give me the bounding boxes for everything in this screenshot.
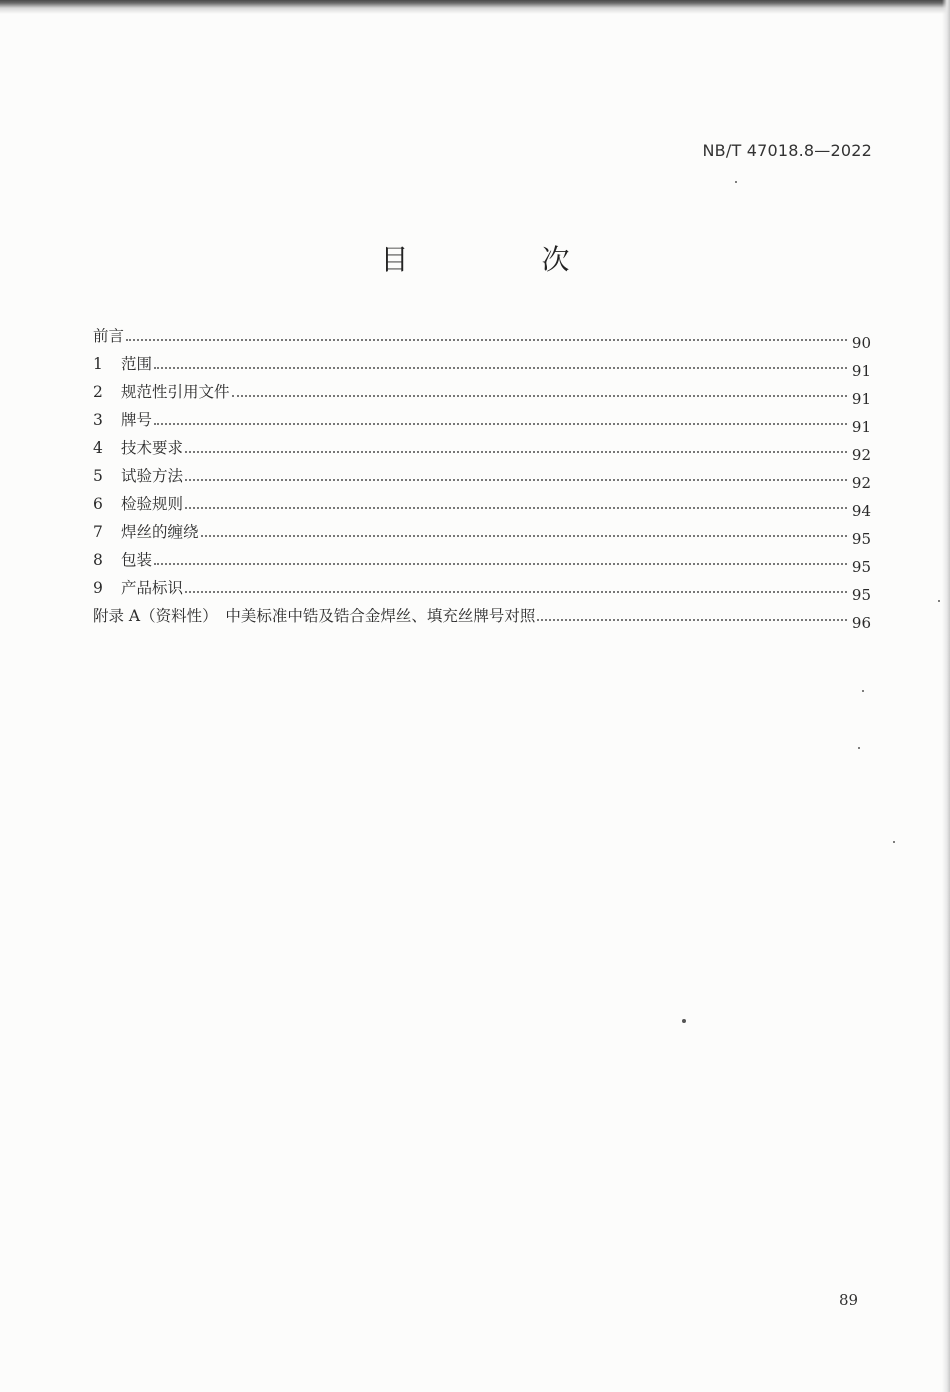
- toc-entry-page: 92: [851, 474, 871, 492]
- toc-leader-dots: [154, 423, 847, 425]
- toc-leader-dots: [232, 395, 847, 397]
- toc-leader-dots: [185, 591, 847, 593]
- toc-entry-6[interactable]: [93, 486, 871, 520]
- toc-entry-3[interactable]: [93, 402, 871, 436]
- scan-edge-right: [942, 0, 950, 1392]
- toc-entry-label: 试验方法: [121, 467, 184, 485]
- toc-entry-label: 技术要求: [121, 439, 184, 457]
- toc-entry-label: 牌号: [121, 411, 153, 429]
- table-of-contents: [93, 318, 871, 632]
- scan-speck: [735, 181, 737, 183]
- toc-leader-dots: [126, 339, 847, 341]
- toc-leader-dots: [185, 507, 847, 509]
- toc-entry-2[interactable]: [93, 374, 871, 408]
- toc-entry-number: 4: [93, 439, 103, 457]
- toc-leader-dots: [185, 479, 847, 481]
- page-number: 89: [839, 1291, 859, 1309]
- toc-entry-page: 90: [851, 334, 871, 352]
- toc-title: 目 次: [380, 243, 632, 276]
- toc-entry-number: 9: [93, 579, 103, 597]
- toc-entry-number: 1: [93, 355, 103, 373]
- toc-entry-page: 95: [851, 558, 871, 576]
- toc-leader-dots: [185, 451, 847, 453]
- toc-entry-number: 7: [93, 523, 103, 541]
- scan-edge-top: [0, 0, 950, 14]
- toc-entry-label: 附录 A（资料性） 中美标准中锆及锆合金焊丝、填充丝牌号对照: [93, 607, 536, 625]
- scan-speck: [938, 600, 940, 602]
- toc-entry-preface[interactable]: [93, 318, 871, 352]
- toc-leader-dots: [154, 563, 847, 565]
- toc-entry-label: 检验规则: [121, 495, 184, 513]
- toc-entry-label: 前言: [93, 327, 125, 345]
- toc-entry-label: 焊丝的缠绕: [121, 523, 199, 541]
- toc-entry-page: 91: [851, 418, 871, 436]
- toc-entry-number: 2: [93, 383, 103, 401]
- toc-entry-1[interactable]: [93, 346, 871, 380]
- toc-entry-page: 95: [851, 530, 871, 548]
- toc-entry-4[interactable]: [93, 430, 871, 464]
- toc-entry-page: 92: [851, 446, 871, 464]
- toc-entry-number: 6: [93, 495, 103, 513]
- toc-entry-page: 91: [851, 390, 871, 408]
- toc-entry-page: 94: [851, 502, 871, 520]
- toc-entry-page: 95: [851, 586, 871, 604]
- scan-speck: [893, 841, 895, 843]
- toc-entry-number: 3: [93, 411, 103, 429]
- standard-code: NB/T 47018.8—2022: [702, 141, 872, 160]
- toc-entry-7[interactable]: [93, 514, 871, 548]
- toc-entry-page: 96: [851, 614, 871, 632]
- scan-speck: [858, 747, 860, 749]
- toc-entry-9[interactable]: [93, 570, 871, 604]
- toc-entry-page: 91: [851, 362, 871, 380]
- toc-entry-label: 产品标识: [121, 579, 184, 597]
- toc-entry-number: 5: [93, 467, 103, 485]
- toc-entry-5[interactable]: [93, 458, 871, 492]
- toc-leader-dots: [154, 367, 847, 369]
- toc-leader-dots: [201, 535, 847, 537]
- toc-entry-8[interactable]: [93, 542, 871, 576]
- scan-speck: [682, 1019, 686, 1023]
- scan-speck: [862, 690, 864, 692]
- toc-entry-label: 规范性引用文件: [121, 383, 230, 401]
- toc-leader-dots: [537, 619, 847, 621]
- toc-entry-appendix-a[interactable]: [93, 598, 871, 632]
- toc-entry-number: 8: [93, 551, 103, 569]
- toc-entry-label: 包装: [121, 551, 153, 569]
- toc-entry-label: 范围: [121, 355, 153, 373]
